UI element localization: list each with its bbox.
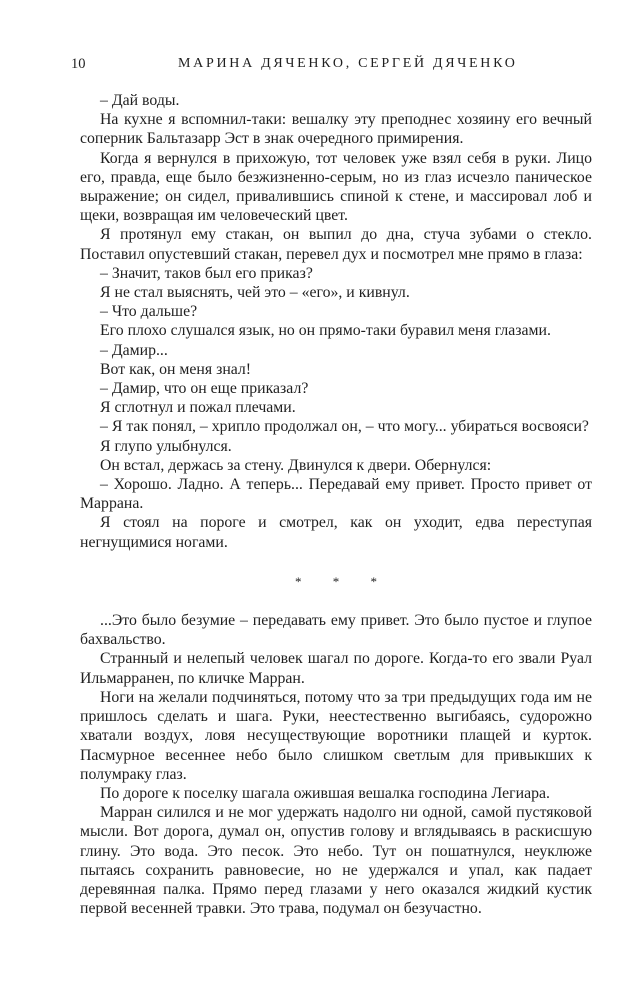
paragraph: Я протянул ему стакан, он выпил до дна, стуча зубами о стекло. Поставил опустевший стакан, перевел дух и посмотрел мне прямо в глаза: (80, 226, 592, 263)
paragraph: Я глупо улыбнулся. (100, 437, 232, 455)
body-text (80, 91, 592, 918)
running-header (0, 56, 641, 76)
paragraph: Вот как, он меня знал! (100, 360, 252, 378)
paragraph: Он встал, держась за стену. Двинулся к двери. Обернулся: (100, 456, 492, 474)
paragraph: – Дамир... (100, 341, 168, 359)
paragraph: – Я так понял, – хрипло продолжал он, – что могу... убираться восвояси? (100, 418, 589, 436)
paragraph: – Значит, таков был его приказ? (100, 264, 313, 282)
paragraph: – Что дальше? (100, 303, 198, 321)
paragraph: ...Это было безумие – передавать ему привет. Это было пустое и глупое бахвальство. (80, 612, 592, 649)
paragraph: На кухне я вспомнил-таки: вешалку эту преподнес хозяину его вечный соперник Бальтазарр Эст в знак очередного примирения. (80, 111, 592, 148)
running-title: МАРИНА ДЯЧЕНКО, СЕРГЕЙ ДЯЧЕНКО (178, 56, 518, 71)
paragraph: По дороге к поселку шагала ожившая вешалка господина Легиара. (100, 784, 550, 802)
paragraph: Я не стал выяснять, чей это – «его», и кивнул. (100, 284, 410, 302)
paragraph: Марран силился и не мог удержать надолго ни одной, самой пустяковой мысли. Вот дорога, думал он, опустив голову и вглядываясь в раскисшую глину. Это вода. Это песок. Это небо. Тут он пошатнулся, неуклюже пытаясь сохранить равновесие, но не удержался и упал, как падает деревянная палка. Прямо перед глазами у него оказался жидкий кустик первой весенней травки. Это трава, подумал он безучастно. (80, 804, 592, 918)
paragraph: Когда я вернулся в прихожую, тот человек уже взял себя в руки. Лицо его, правда, еще было безжизненно-серым, но из глаз исчезло паническое выражение; он сидел, привалившись спиной к стене, и массировал лоб и щеки, возвращая им человеческий цвет. (80, 149, 592, 225)
paragraph: – Дай воды. (100, 92, 180, 109)
paragraph: Странный и нелепый человек шагал по дороге. Когда-то его звали Руал Ильмарранен, по кличке Марран. (80, 650, 592, 687)
paragraph: – Дамир, что он еще приказал? (100, 380, 309, 398)
paragraph: Я сглотнул и пожал плечами. (100, 399, 296, 417)
paragraph: – Хорошо. Ладно. А теперь... Передавай ему привет. Просто привет от Маррана. (80, 476, 592, 513)
paragraph: Ноги на желали подчиняться, потому что за три предыдущих года им не пришлось сделать и шага. Руки, неестественно выгибаясь, судорожно хватали воздух, ловя несуществующие воротники плащей и курток. Пасмурное весеннее небо было слишком светлым для привыкших к полумраку глаз. (80, 688, 592, 783)
page-number: 10 (71, 56, 86, 72)
paragraph: Его плохо слушался язык, но он прямо-таки буравил меня глазами. (100, 322, 551, 340)
paragraph: Я стоял на пороге и смотрел, как он уходит, едва переступая негнущимися ногами. (80, 514, 592, 551)
section-separator: * * * (295, 573, 391, 589)
